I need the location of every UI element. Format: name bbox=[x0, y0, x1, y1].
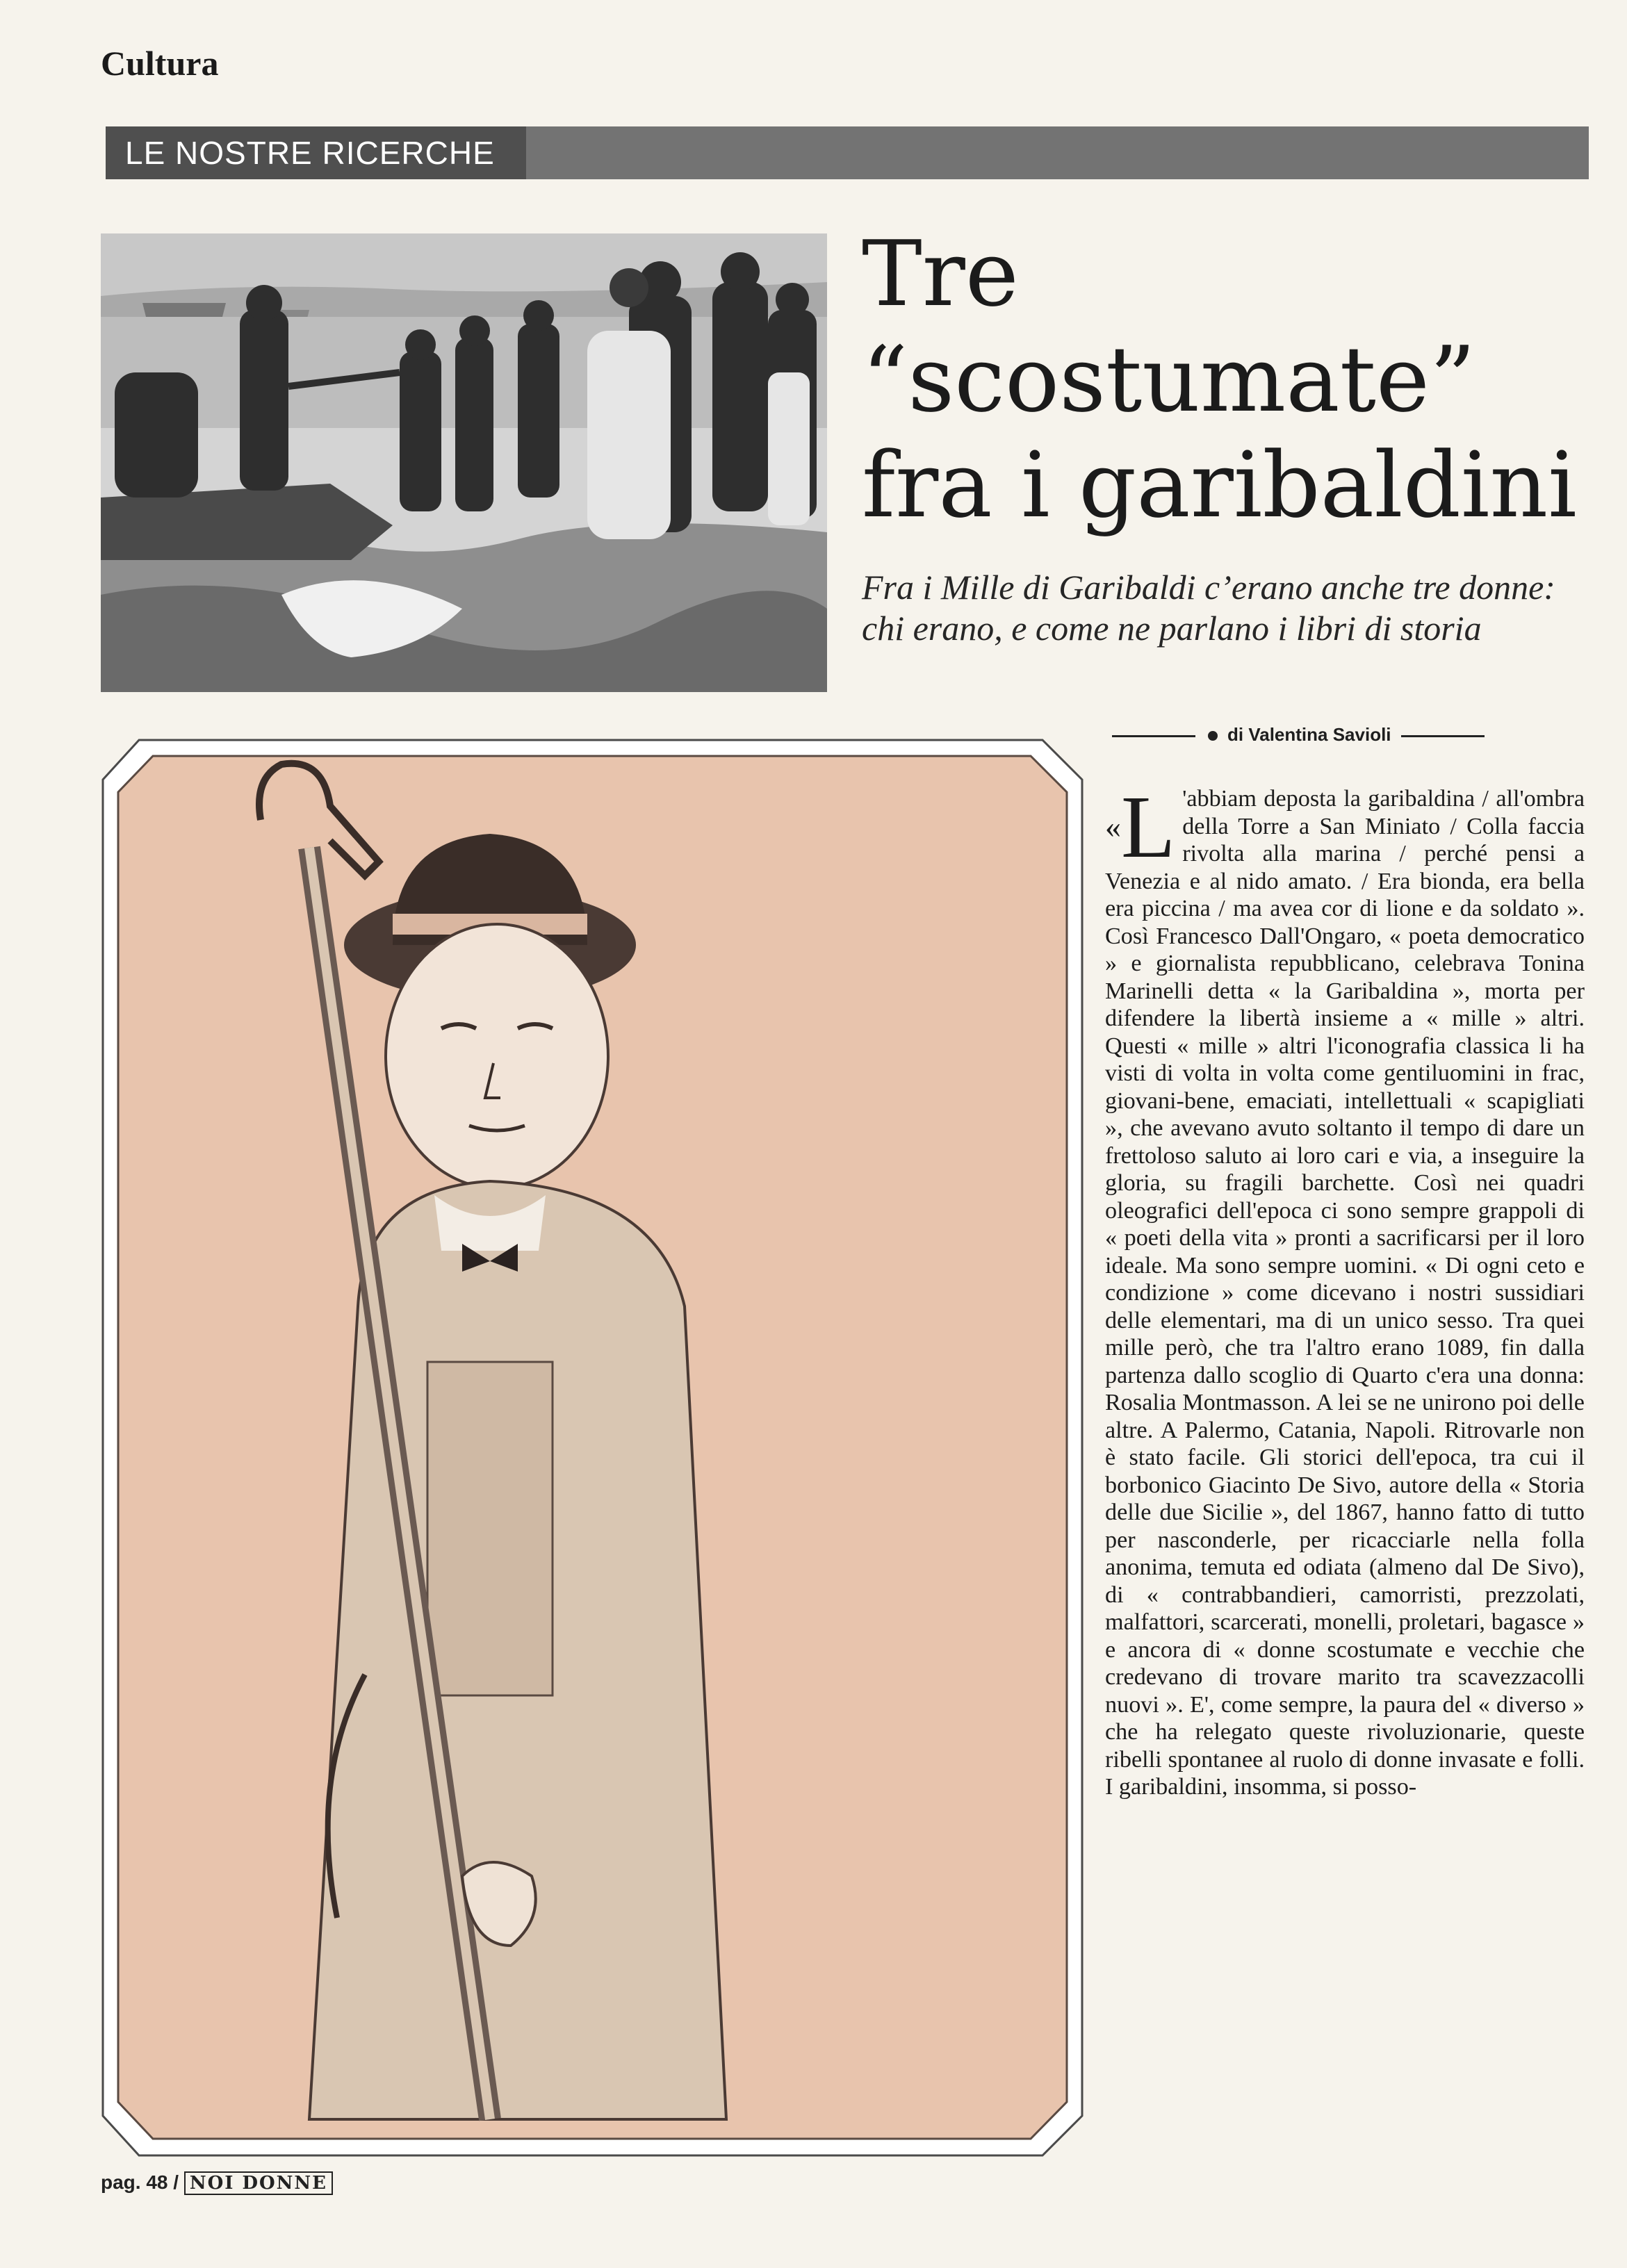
byline-bullet-icon bbox=[1208, 731, 1218, 741]
byline-author: di Valentina Savioli bbox=[1227, 724, 1391, 745]
article-subtitle: Fra i Mille di Garibaldi c’erano anche tre donne: chi erano, e come ne parlano i libri di storia bbox=[862, 568, 1555, 648]
byline-rule-right bbox=[1401, 735, 1485, 737]
drop-cap bbox=[1105, 778, 1182, 876]
magazine-logo: NOI DONNE bbox=[184, 2171, 333, 2195]
portrait-illustration bbox=[101, 737, 1084, 2158]
byline bbox=[1112, 724, 1585, 746]
page-footer bbox=[101, 2171, 333, 2195]
drop-cap-quote: « bbox=[1105, 809, 1121, 844]
section-label: Cultura bbox=[101, 44, 219, 83]
article-body-text: 'abbiam deposta la garibaldina / all'ombra della Torre a San Miniato / Colla faccia rivolta alla marina / perché pensi a Venezia e al nido amato. / Era bionda, era bella era piccina / ma avea cor di lione e da soldato ». Così Francesco Dall'Ongaro, « poeta democratico » e giornalista repubblicano, celebrava Tonina Marinelli detta « la Garibaldina », morta per difendere la libertà insieme a « mille » altri. Questi « mille » altri l'iconografia classica li ha visti di volta in volta come gentiluomini in frac, giovani-bene, emaciati, intellettuali « scapigliati », che avevano avuto soltanto il tempo di dare un frettoloso saluto ai loro cari e via, a inseguire la gloria, su fragili barchette. Così nei quadri oleografici dell'epoca ci sono sempre grappoli di « poeti della vita » pronti a sacrificarsi per il loro ideale. Ma sono sempre uomini. « Di ogni ceto e condizione » come dicevano i nostri sussidiari delle elementari, ma di un unico sesso. Tra quei mille però, che tra l'altro erano 1089, fin dalla partenza dallo scoglio di Quarto c'era una donna: Rosalia Montmasson. A lei se ne unirono poi delle altre. A Palermo, Catania, Napoli. Ritrovarle non è stato facile. Gli storici dell'epoca, tra cui il borbonico Giacinto De Sivo, autore della « Storia delle due Sicilie », del 1867, hanno fatto di tutto per nasconderle, per ricacciarle nella folla anonima, temuta ed odiata (almeno dal De Sivo), di « contrabbandieri, camorristi, prezzolati, malfattori, scarcerati, monelli, proletari, bagasce » e ancora di « donne scostumate e vecchie che credevano di trovare marito tra scavezzacolli nuovi ». E', come sempre, la paura del « diverso » che ha relegato queste rivoluzionarie, queste ribelli spontanee al ruolo di donne invasate e folli. I garibaldini, insomma, si posso- bbox=[1105, 786, 1585, 1800]
article-title: Tre “scostumate” fra i garibaldini bbox=[862, 221, 1577, 538]
landing-scene-illustration bbox=[101, 233, 827, 692]
drop-cap-letter: L bbox=[1121, 778, 1176, 876]
page-number: pag. 48 / bbox=[101, 2171, 179, 2193]
byline-rule-left bbox=[1112, 735, 1195, 737]
article-body bbox=[1105, 778, 1585, 1801]
section-banner-label: LE NOSTRE RICERCHE bbox=[106, 126, 526, 179]
